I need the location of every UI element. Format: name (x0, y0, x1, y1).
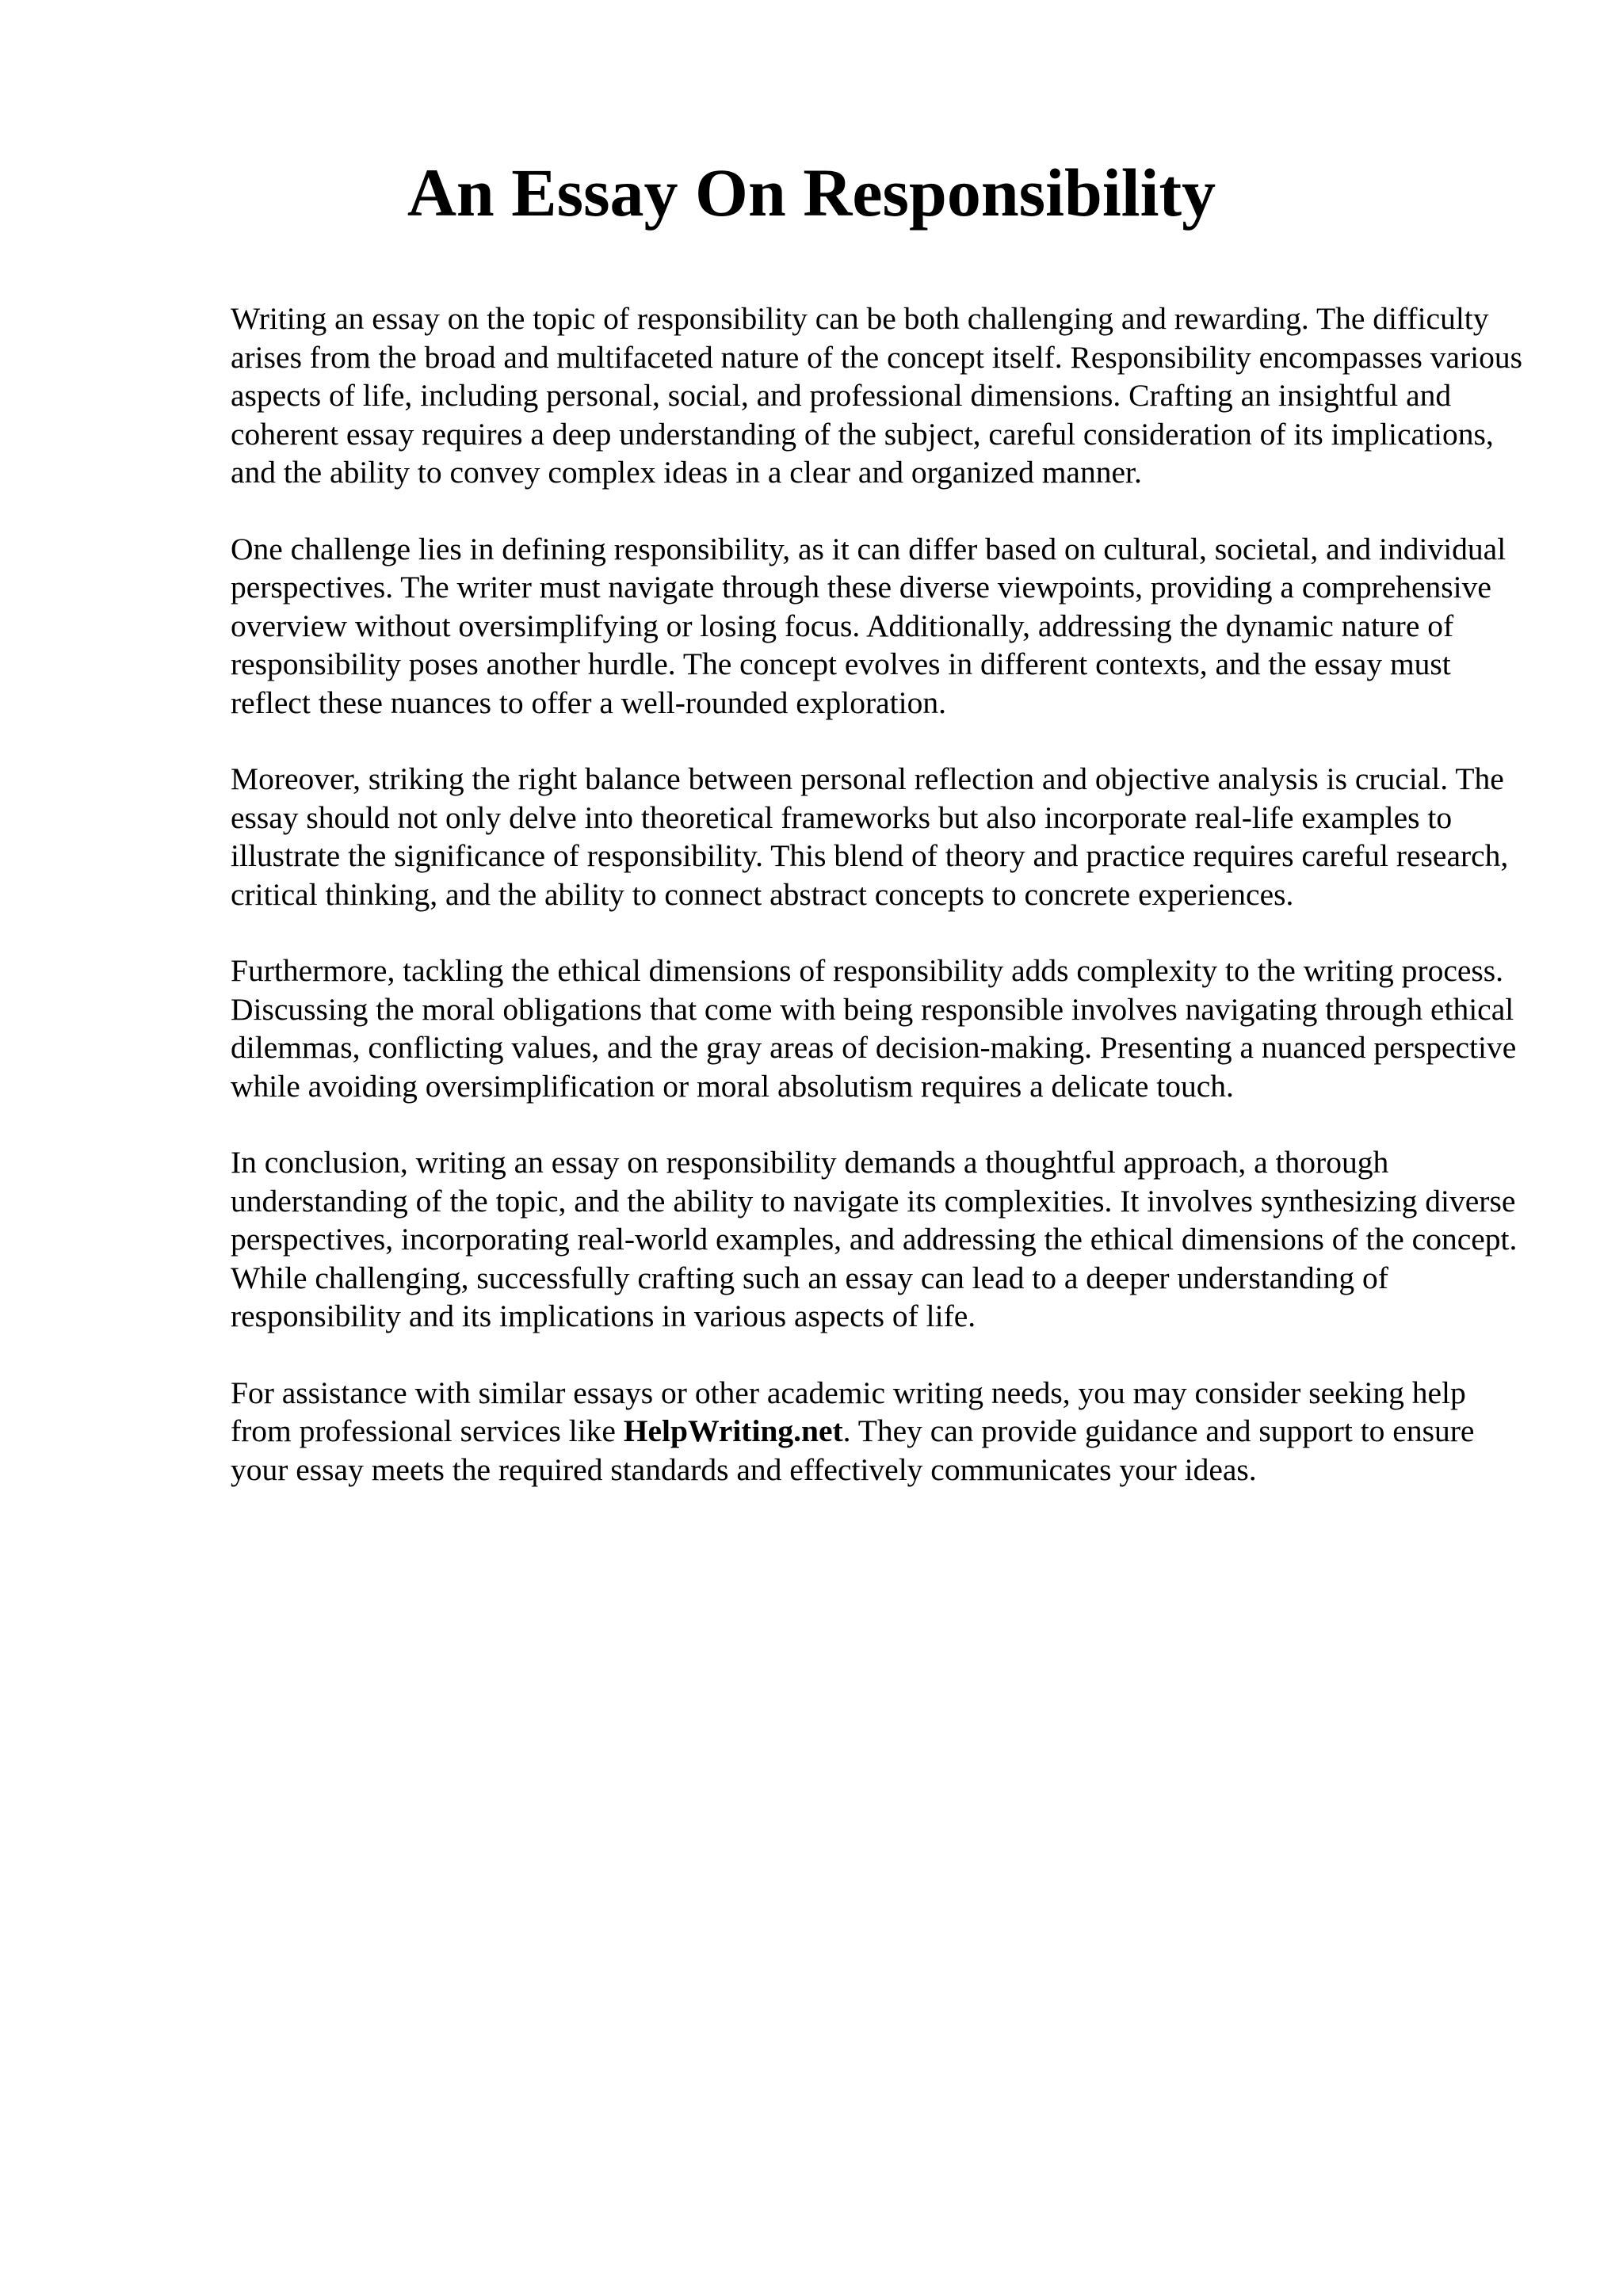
paragraph-5: In conclusion, writing an essay on responsibility demands a thoughtful approach, a thorough understanding of the topic, and the ability to navigate its complexities. It involves synthesizing diverse perspectives, incorporating real-world examples, and addressing the ethical dimensions of the concept. While challenging, successfully crafting such an essay can lead to a deeper understanding of responsibility and its implications in various aspects of life. (231, 1145, 1518, 1333)
document-body (231, 299, 1530, 1527)
paragraph-4: Furthermore, tackling the ethical dimensions of responsibility adds complexity to the writing process. Discussing the moral obligations that come with being responsible involves navigating through ethical dilemmas, conflicting values, and the gray areas of decision-making. Presenting a nuanced perspective while avoiding oversimplification or moral absolutism requires a delicate touch. (231, 953, 1517, 1104)
closing-paragraph (231, 1374, 1530, 1489)
document-title: An Essay On Responsibility (407, 154, 1216, 231)
paragraph-2: One challenge lies in defining responsibility, as it can differ based on cultural, societal, and individual perspectives. The writer must navigate through these diverse viewpoints, providing a comprehensive overview without oversimplifying or losing focus. Additionally, addressing the dynamic nature of responsibility poses another hurdle. The concept evolves in different contexts, and the essay must reflect these nuances to offer a well-rounded exploration. (231, 531, 1507, 720)
closing-text-before: For assistance with similar essays or other academic writing needs, you may consider seeking help from professional services like (231, 1375, 1466, 1448)
closing-text-after: . They can provide guidance and support to ensure your essay meets the required standards and effectively communicates your ideas. (231, 1413, 1475, 1487)
paragraph-3: Moreover, striking the right balance between personal reflection and objective analysis is crucial. The essay should not only delve into theoretical frameworks but also incorporate real-life examples to illustrate the significance of responsibility. This blend of theory and practice requires careful research, critical thinking, and the ability to connect abstract concepts to concrete experiences. (231, 761, 1509, 912)
paragraph-1: Writing an essay on the topic of responsibility can be both challenging and rewarding. The difficulty arises from the broad and multifaceted nature of the concept itself. Responsibility encompasses various aspects of life, including personal, social, and professional dimensions. Crafting an insightful and coherent essay requires a deep understanding of the subject, careful consideration of its implications, and the ability to convey complex ideas in a clear and organized manner. (231, 301, 1522, 490)
brand-name: HelpWriting.net (623, 1413, 843, 1448)
